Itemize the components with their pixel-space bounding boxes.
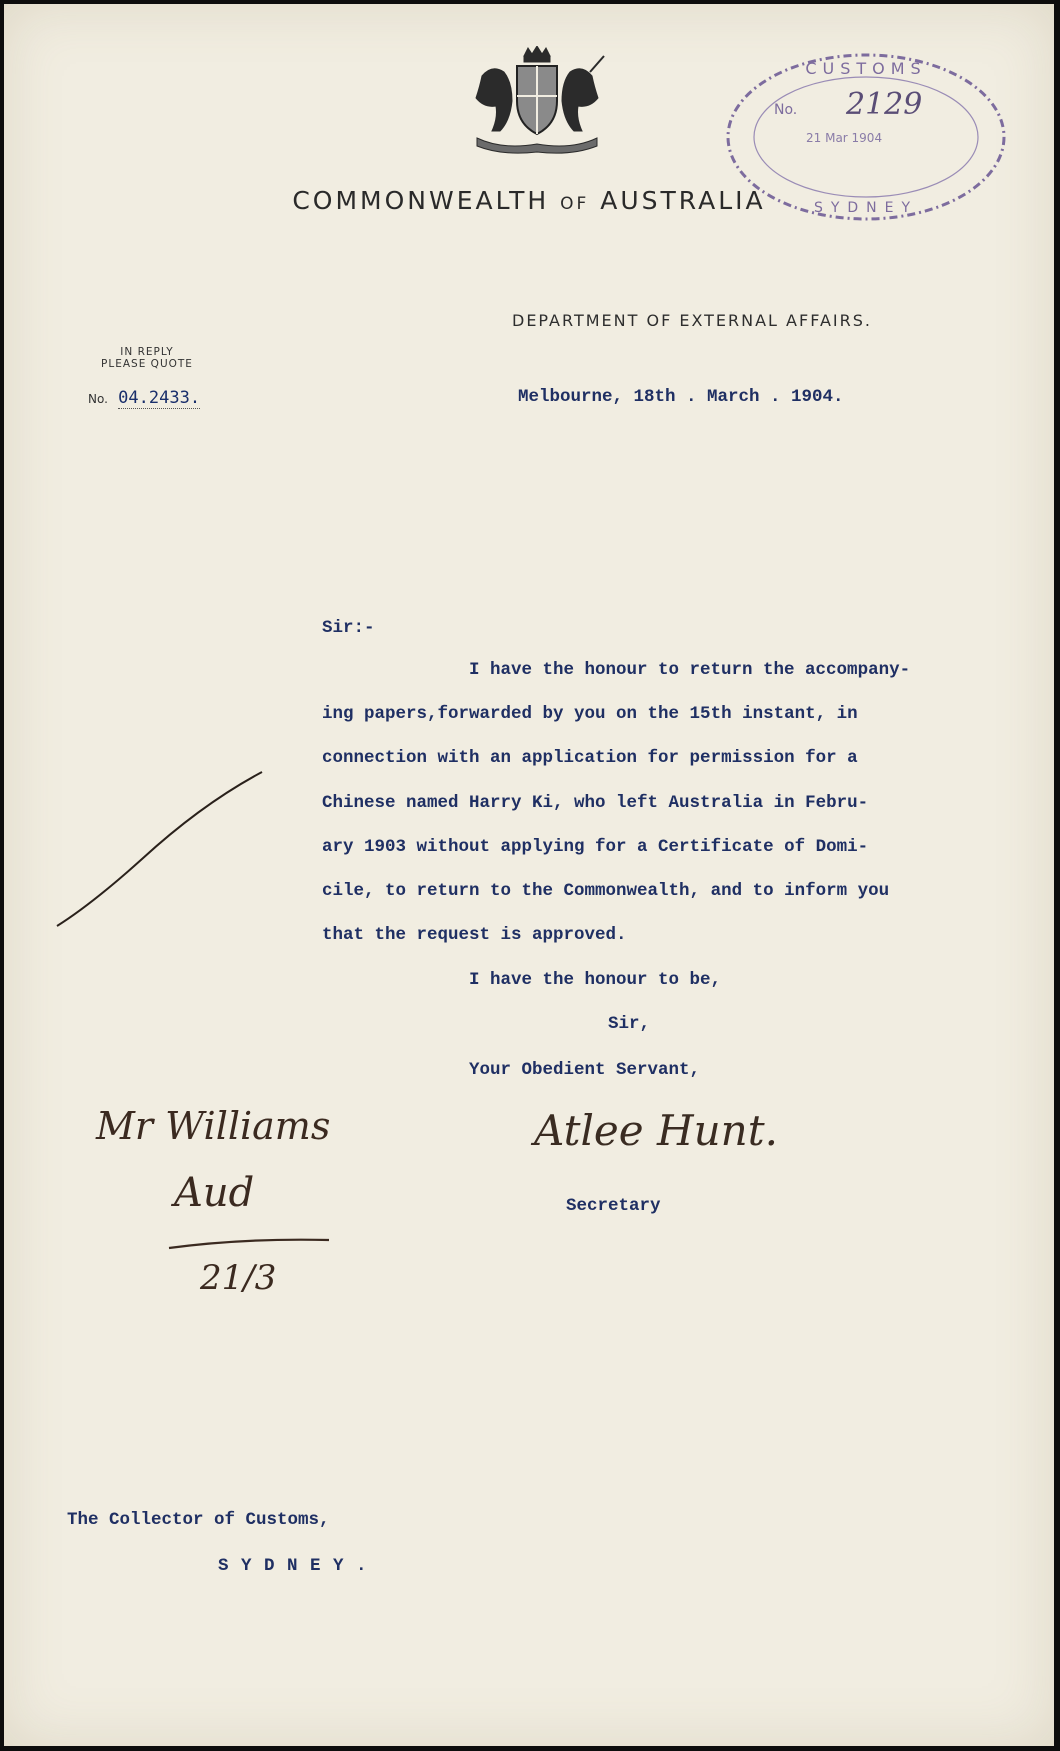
letterhead-title — [4, 186, 1054, 215]
department-name: DEPARTMENT OF EXTERNAL AFFAIRS. — [512, 311, 872, 330]
reference-number-label: No. — [88, 392, 108, 406]
body-line-1: I have the honour to return the accompany- — [469, 660, 911, 680]
svg-text:No.: No. — [774, 102, 798, 118]
closing-line-1: I have the honour to be, — [469, 970, 722, 990]
annotation-underline — [164, 1234, 334, 1254]
reference-number-value: 04.2433. — [118, 388, 201, 408]
annotation-line-3: 21/3 — [200, 1258, 277, 1298]
svg-text:2129: 2129 — [846, 87, 923, 122]
closing-line-2: Sir, — [608, 1014, 651, 1034]
body-line-7: that the request is approved. — [322, 925, 627, 945]
body-line-4: Chinese named Harry Ki, who left Australia in Febru- — [322, 793, 869, 813]
salutation: Sir:- — [322, 618, 375, 638]
svg-text:SYDNEY: SYDNEY — [813, 200, 919, 216]
margin-tick-mark — [52, 764, 272, 934]
secretary-signature: Atlee Hunt. — [534, 1106, 778, 1155]
addressee-line-1: The Collector of Customs, — [67, 1510, 330, 1530]
reply-line-2: PLEASE QUOTE — [101, 358, 193, 370]
letterhead-commonwealth: COMMONWEALTH — [292, 186, 550, 215]
letter-date: Melbourne, 18th . March . 1904. — [518, 387, 844, 407]
body-line-3: connection with an application for permission for a — [322, 748, 858, 768]
annotation-line-1: Mr Williams — [96, 1104, 331, 1148]
body-line-6: cile, to return to the Commonwealth, and to inform you — [322, 881, 890, 901]
signatory-title: Secretary — [566, 1196, 661, 1216]
body-line-5: ary 1903 without applying for a Certificate of Domi- — [322, 837, 869, 857]
svg-text:21 Mar 1904: 21 Mar 1904 — [806, 131, 883, 145]
body-line-2: ing papers,forwarded by you on the 15th instant, in — [322, 704, 858, 724]
coat-of-arms-emblem — [462, 46, 612, 156]
reply-line-1: IN REPLY — [120, 346, 174, 358]
letterhead-australia: AUSTRALIA — [600, 186, 766, 215]
letter-page — [4, 4, 1054, 1746]
reply-instructions — [92, 346, 202, 370]
letterhead-of: OF — [560, 194, 590, 214]
reference-number — [88, 388, 200, 408]
annotation-line-2: Aud — [174, 1170, 255, 1216]
addressee-line-2: S Y D N E Y . — [218, 1556, 368, 1576]
svg-text:CUSTOMS: CUSTOMS — [805, 59, 927, 78]
closing-line-3: Your Obedient Servant, — [469, 1060, 701, 1080]
